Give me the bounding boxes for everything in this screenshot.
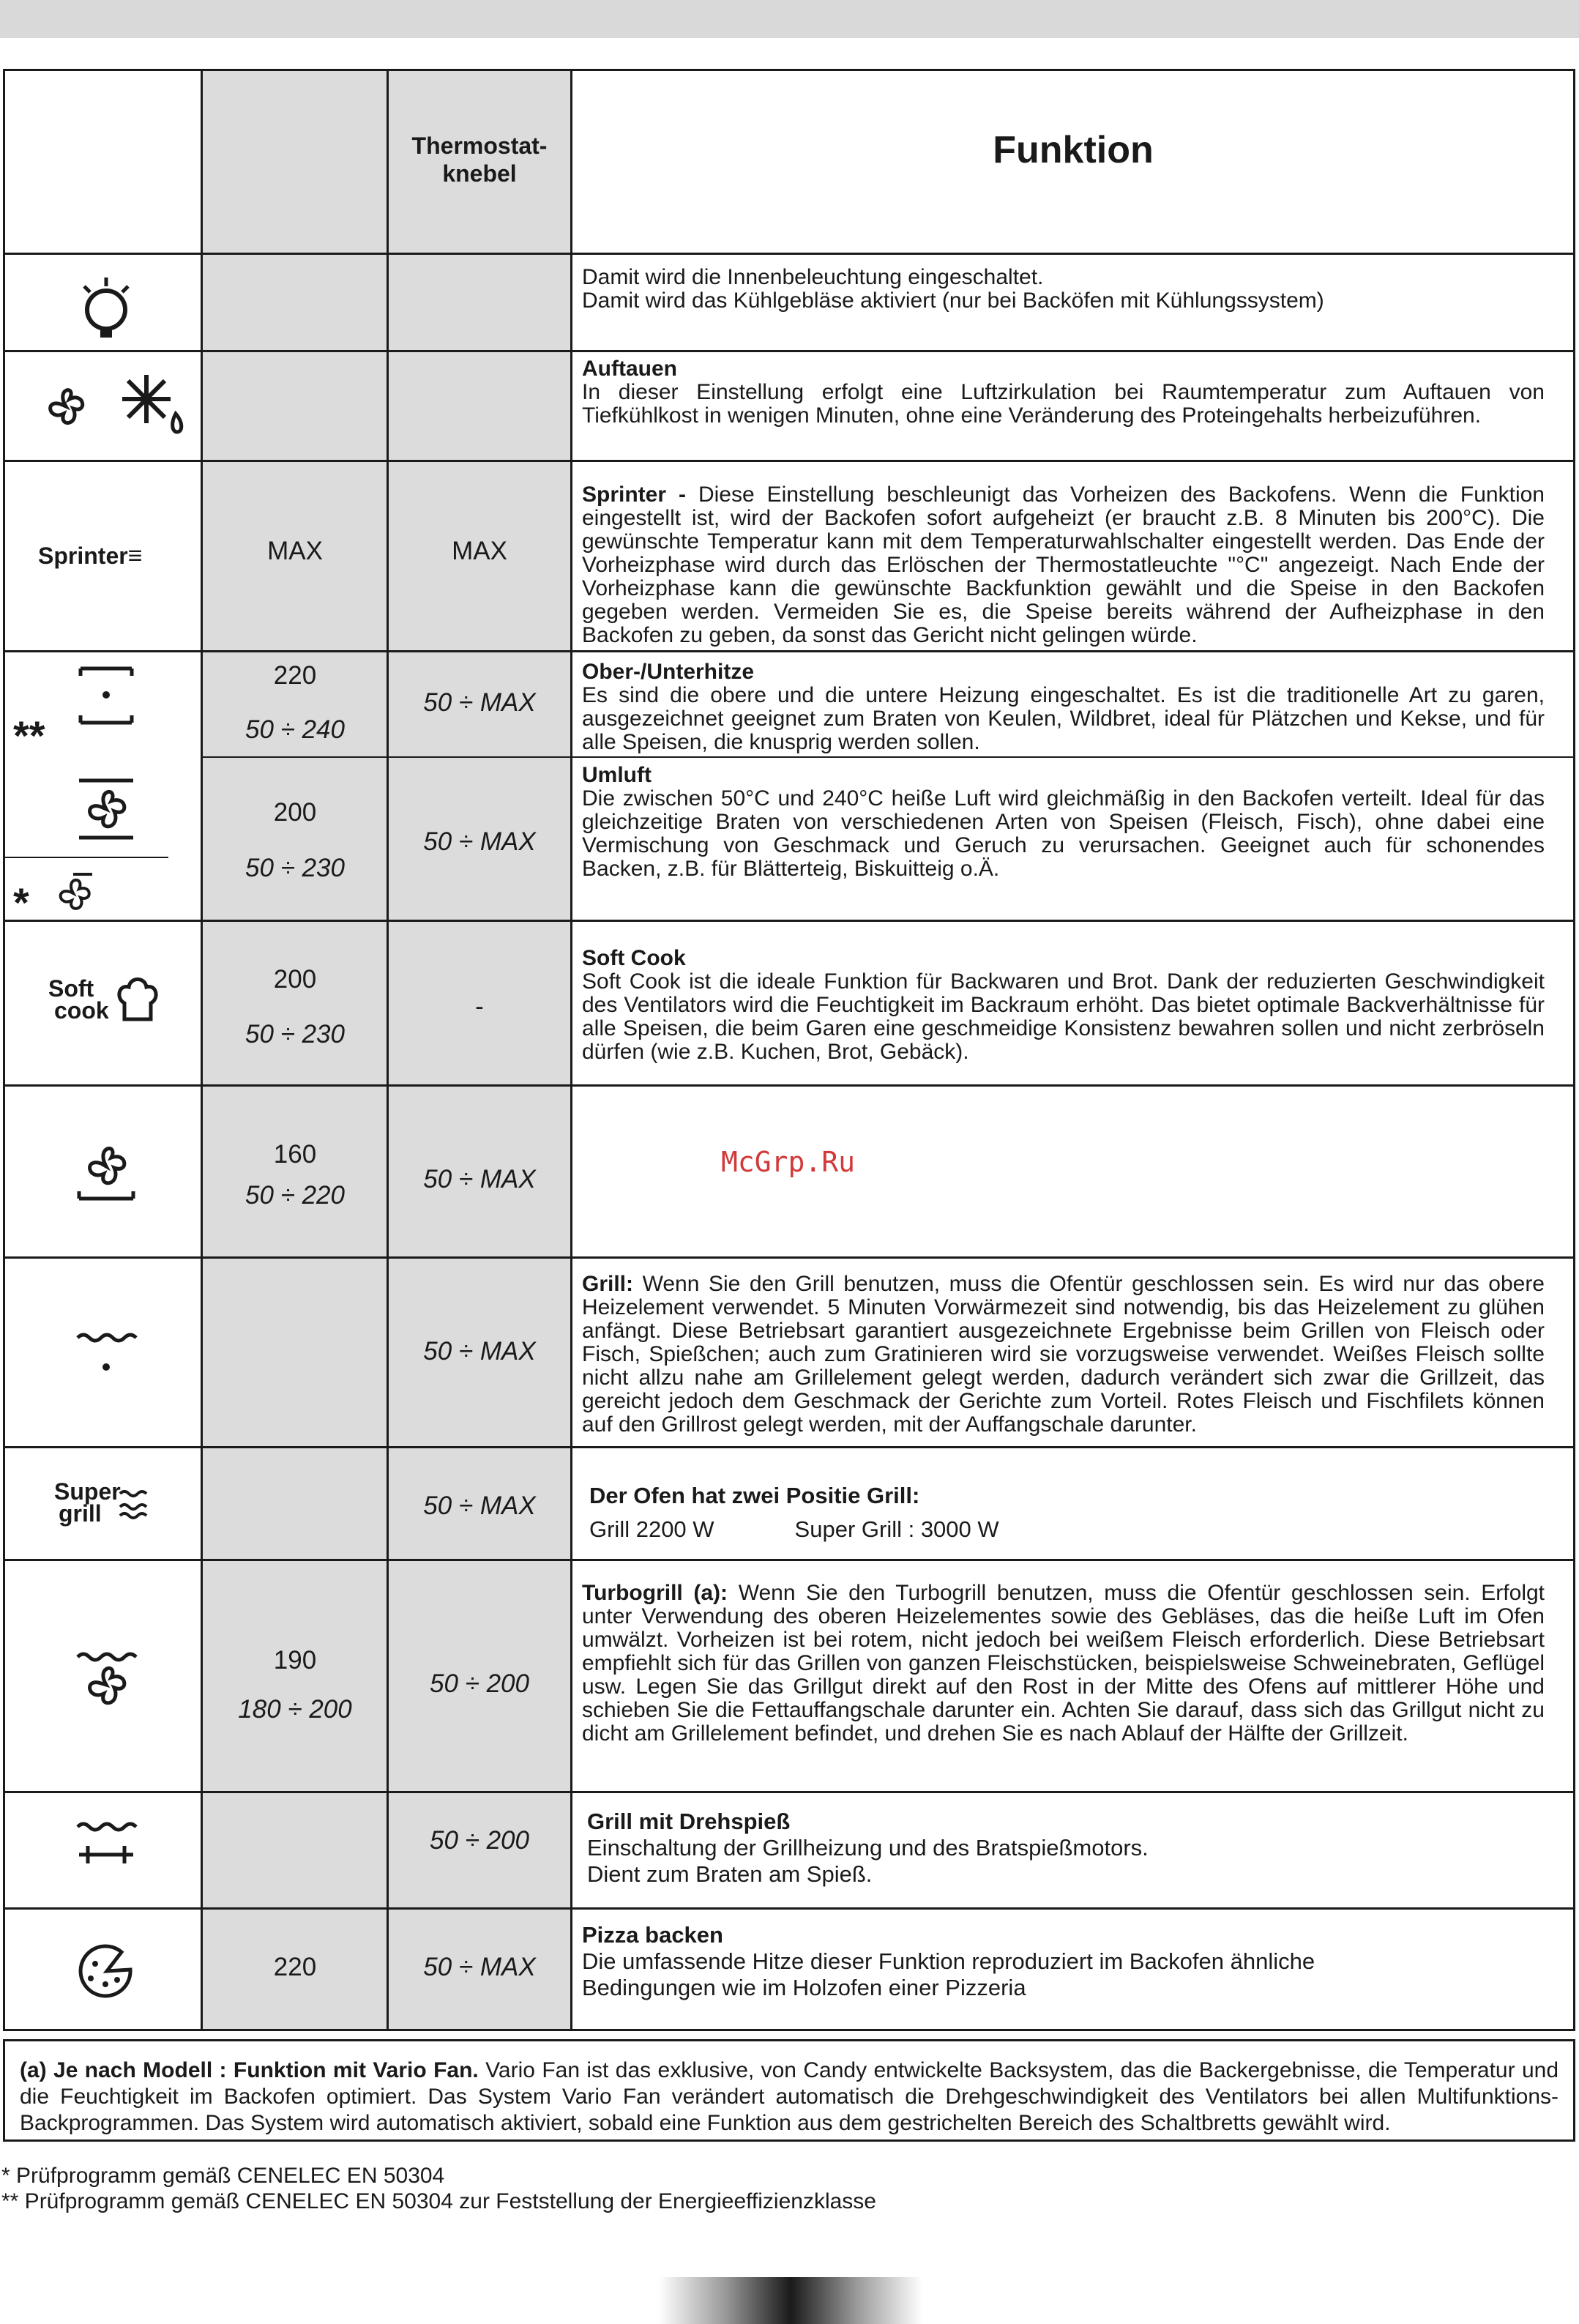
col-divider (387, 71, 389, 2029)
top-bar (0, 0, 1579, 38)
fan-oven-description: Die zwischen 50°C und 240°C heiße Luft wird gleichmäßig in den Backofen verteilt. Ideal für das gleichzeitige Braten von verschiedenen Arten von Speisen (Fleisch, Fisch), ohne dabei eine Vermischung von Geschmack und Geruch zu verursachen. Geeignet auch für schonendes Backen, z.B. für Blätterteig, Biskuitteig o.Ä. (582, 786, 1545, 881)
defrost-description: In dieser Einstellung erfolgt eine Luftzirkulation bei Raumtemperatur zum Auftauen von Tiefkühlkost in wenigen Minuten, ohne eine Veränderung des Proteingehalts herbeizuführen. (582, 380, 1545, 428)
fan-oven-range: 50 ÷ 230 (245, 854, 345, 882)
header-thermostat-line1: Thermostat- (411, 133, 548, 159)
turbogrill-icon (73, 1651, 139, 1710)
chef-hat-icon (116, 974, 160, 1025)
test-program-marker: * (13, 879, 29, 925)
row-soft-cook-text (582, 947, 1545, 1064)
row-divider (3, 1791, 1575, 1793)
row-divider (3, 857, 168, 858)
vario-fan-note (3, 2039, 1575, 2142)
header-thermostat-line2: knebel (442, 160, 517, 187)
energy-class-marker: ** (13, 712, 45, 759)
grill-description: Wenn Sie den Grill benutzen, muss die Ofentür geschlossen sein. Es wird nur das obere Heizelement verwendet. 5 Minuten Vorwärmezeit sind notwendig, bis das Heizelement zu glühen anfängt. Diese Betriebsart garantiert ausgezeichnete Ergebnisse beim Grillen von Fleisch oder Fisch, Spießchen; auch zum Gratinieren wird sie vorzugsweise verwendet. Weißes Fleisch sollte nicht allzu nahe am Grillelement gelegt werden, dadurch verändert sich zwar die Grillzeit, das gereicht jedoch dem Geschmack der Gerichte zum Vorteil. Rotes Fleisch und Fischfilets können auf den Grillrost gelegt werden, mit der Auffangschale darunter. (582, 1272, 1545, 1437)
super-grill-icon-label2: grill (59, 1500, 102, 1527)
rotisserie-description2: Dient zum Braten am Spieß. (587, 1861, 873, 1887)
fan-small-icon (51, 871, 95, 915)
rotisserie-description1: Einschaltung der Grillheizung und des Bratspießmotors. (587, 1835, 1149, 1861)
sprinter-icon: Sprinter≡ (38, 542, 143, 570)
fan-oven-title: Umluft (582, 763, 652, 787)
row-divider (3, 1559, 1575, 1561)
defrost-fan-icon (40, 381, 92, 432)
row-divider (3, 253, 1575, 255)
row-defrost-text (582, 357, 1545, 428)
watermark: McGrp.Ru (721, 1146, 856, 1178)
conventional-title: Ober-/Unterhitze (582, 660, 755, 684)
grill-icon (73, 1329, 139, 1380)
soft-cook-thermostat: - (475, 992, 484, 1021)
fan-bottom-temp: 160 (273, 1140, 317, 1169)
row-divider (3, 350, 1575, 352)
fan-bottom-heat-icon (73, 1137, 139, 1203)
vario-fan-note-text: Vario Fan ist das exklusive, von Candy entwickelte Backsystem, das die Backergebnisse, die Temperatur und die Feuchtigkeit im Backofen optimiert. Das System Vario Fan verändert automatisch die Drehgeschwindigkeit des Ventilators bei allen Multifunktions-Backprogrammen. Das System wird automatisch aktiviert, sobald eine Funktion aus dem gestrichelten Bereich des Schaltbretts gewählt wird. (20, 2058, 1559, 2135)
rotisserie-title: Grill mit Drehspieß (587, 1809, 791, 1834)
row-divider (201, 756, 1575, 758)
row-super-grill-text (589, 1479, 1552, 1546)
top-bottom-heat-icon (73, 663, 139, 729)
fan-bottom-thermostat: 50 ÷ MAX (423, 1165, 536, 1193)
super-grill-power: Super Grill : 3000 W (794, 1516, 999, 1542)
row-divider (3, 920, 1575, 922)
soft-cook-title: Soft Cook (582, 946, 686, 970)
turbogrill-temp: 190 (273, 1646, 317, 1675)
grill-thermostat: 50 ÷ MAX (423, 1337, 536, 1366)
row-pizza-text (582, 1922, 1545, 2001)
row-divider (3, 1907, 1575, 1910)
light-text: Damit wird die Innenbeleuchtung eingeschaltet. (582, 265, 1044, 289)
snowflake-drop-icon (121, 373, 187, 439)
grill-title: Grill: (582, 1272, 634, 1296)
conventional-range: 50 ÷ 240 (245, 715, 345, 744)
row-conventional-text (582, 660, 1545, 754)
soft-cook-temp: 200 (273, 965, 317, 994)
soft-cook-range: 50 ÷ 230 (245, 1020, 345, 1049)
sprinter-description: Diese Einstellung beschleunigt das Vorheizen des Backofens. Wenn die Funktion eingestellt ist, wird der Backofen sofort aufgeheizt (er braucht z.B. 8 Minuten bis 200°C). Die gewünschte Temperatur kann mit dem Temperaturwahlschalter eingestellt werden. Das Ende der Vorheizphase wird durch das Erlöschen der Thermostatleuchte "°C" angezeigt. Nach Ende der Vorheizphase kann die gewünschte Backfunktion gewählt und die Speise in den Backofen gegeben werden. Vermeiden Sie es, die Speise bereits während der Aufheizphase in den Backofen zu geben, da sonst das Gericht nicht gelingen würde. (582, 483, 1545, 647)
conventional-temp: 220 (273, 661, 317, 690)
rotisserie-thermostat: 50 ÷ 200 (430, 1826, 529, 1855)
sprinter-temp: MAX (267, 537, 323, 565)
pizza-description2: Bedingungen wie im Holzofen einer Pizzeria (582, 1975, 1026, 2000)
conventional-thermostat: 50 ÷ MAX (423, 688, 536, 717)
row-divider (3, 650, 1575, 652)
pizza-icon (73, 1942, 139, 2000)
soft-cook-icon-label2: cook (54, 997, 109, 1024)
row-turbogrill-text (582, 1582, 1545, 1746)
row-rotisserie-text (587, 1809, 1550, 1888)
thermostat-column (388, 71, 571, 2029)
fan-oven-temp: 200 (273, 798, 317, 827)
row-fan-oven-text (582, 764, 1545, 881)
fan-oven-thermostat: 50 ÷ MAX (423, 827, 536, 856)
fan-oven-icon (73, 776, 139, 842)
row-divider (3, 1084, 1575, 1087)
super-grill-icon (54, 1478, 121, 1527)
header-thermostat (388, 132, 571, 187)
sprinter-icon-label: Sprinter (38, 543, 128, 569)
turbogrill-range: 180 ÷ 200 (238, 1695, 352, 1724)
row-light-text (582, 266, 1545, 313)
light-bulb-icon (73, 275, 139, 340)
soft-cook-icon-label1: Soft (48, 975, 94, 1002)
turbogrill-description: Wenn Sie den Turbogrill benutzen, muss die Ofentür geschlossen sein. Erfolgt unter Verwendung des oberen Heizelementes sowie des Gebläses, das die heiße Luft im Ofen umwälzt. Vorheizen ist bei rotem, nicht jedoch bei weißem Fleisch erforderlich. Diese Betriebsart empfiehlt sich für das Grillen von ganzen Fleischstücken, beispielsweise Schweinebraten, Geflügel usw. Legen Sie das Grillgut direkt auf den Rost in der Mitte des Ofens auf mittlerer Höhe und schieben Sie die Fettauffangschale darunter ein. Achten Sie darauf, dass sich das Grillgut nicht zu dicht am Grillelement befindet, und drehen Sie es nach Ablauf der Hälfte der Grillzeit. (582, 1581, 1545, 1746)
turbogrill-thermostat: 50 ÷ 200 (430, 1669, 529, 1698)
row-divider (3, 1446, 1575, 1448)
pizza-thermostat: 50 ÷ MAX (423, 1953, 536, 1981)
row-divider (3, 1256, 1575, 1259)
sprinter-title: Sprinter - (582, 483, 686, 507)
soft-cook-description: Soft Cook ist die ideale Funktion für Backwaren und Brot. Dank der reduzierten Geschwindigkeit des Ventilators wird die Feuchtigkeit im Backraum erhöht. Das bietet optimale Backverhältnisse für alle Speisen, die beim Garen eine geschmeidige Konsistenz bewahren sollen und nicht zerbröseln dürfen (wie z.B. Kuchen, Brot, Gebäck). (582, 969, 1545, 1064)
row-sprinter-text (582, 483, 1545, 647)
fan-bottom-range: 50 ÷ 220 (245, 1181, 345, 1210)
cooling-fan-text: Damit wird das Kühlgebläse aktiviert (nur bei Backöfen mit Kühlungssystem) (582, 288, 1324, 313)
footnote-energy-class: ** Prüfprogramm gemäß CENELEC EN 50304 zur Feststellung der Energieeffizienzklasse (1, 2189, 876, 2213)
defrost-title: Auftauen (582, 357, 677, 381)
temperature-column (202, 71, 388, 2029)
soft-cook-icon (48, 975, 109, 1024)
conventional-description: Es sind die obere und die untere Heizung eingeschaltet. Es ist die traditionelle Art zu garen, ausgezeichnet geeignet zum Braten von Keulen, Wildbret, ideal für Plätzchen und Kekse, und für alle Speisen, die knusprig werden sollen. (582, 683, 1545, 754)
super-grill-thermostat: 50 ÷ MAX (423, 1491, 536, 1520)
rotisserie-icon (73, 1820, 139, 1871)
grill-power: Grill 2200 W (589, 1516, 714, 1542)
col-divider (570, 71, 572, 2029)
super-grill-icon-label1: Super (54, 1478, 121, 1505)
row-grill-text (582, 1273, 1545, 1437)
super-grill-title: Der Ofen hat zwei Positie Grill: (589, 1483, 920, 1508)
col-divider (201, 71, 203, 2029)
pizza-title: Pizza backen (582, 1922, 723, 1948)
page-edge-shadow (659, 2277, 922, 2324)
footnote-test-program: * Prüfprogramm gemäß CENELEC EN 50304 (1, 2164, 445, 2188)
pizza-description1: Die umfassende Hitze dieser Funktion reproduziert im Backofen ähnliche (582, 1948, 1315, 1974)
vario-fan-note-lead: (a) Je nach Modell : Funktion mit Vario Fan. (20, 2058, 479, 2082)
turbogrill-title: Turbogrill (a): (582, 1581, 728, 1605)
header-funktion: Funktion (993, 129, 1154, 171)
sprinter-thermostat: MAX (452, 537, 507, 565)
pizza-temp: 220 (273, 1953, 317, 1981)
super-grill-waves-icon (117, 1486, 154, 1523)
row-divider (3, 460, 1575, 462)
